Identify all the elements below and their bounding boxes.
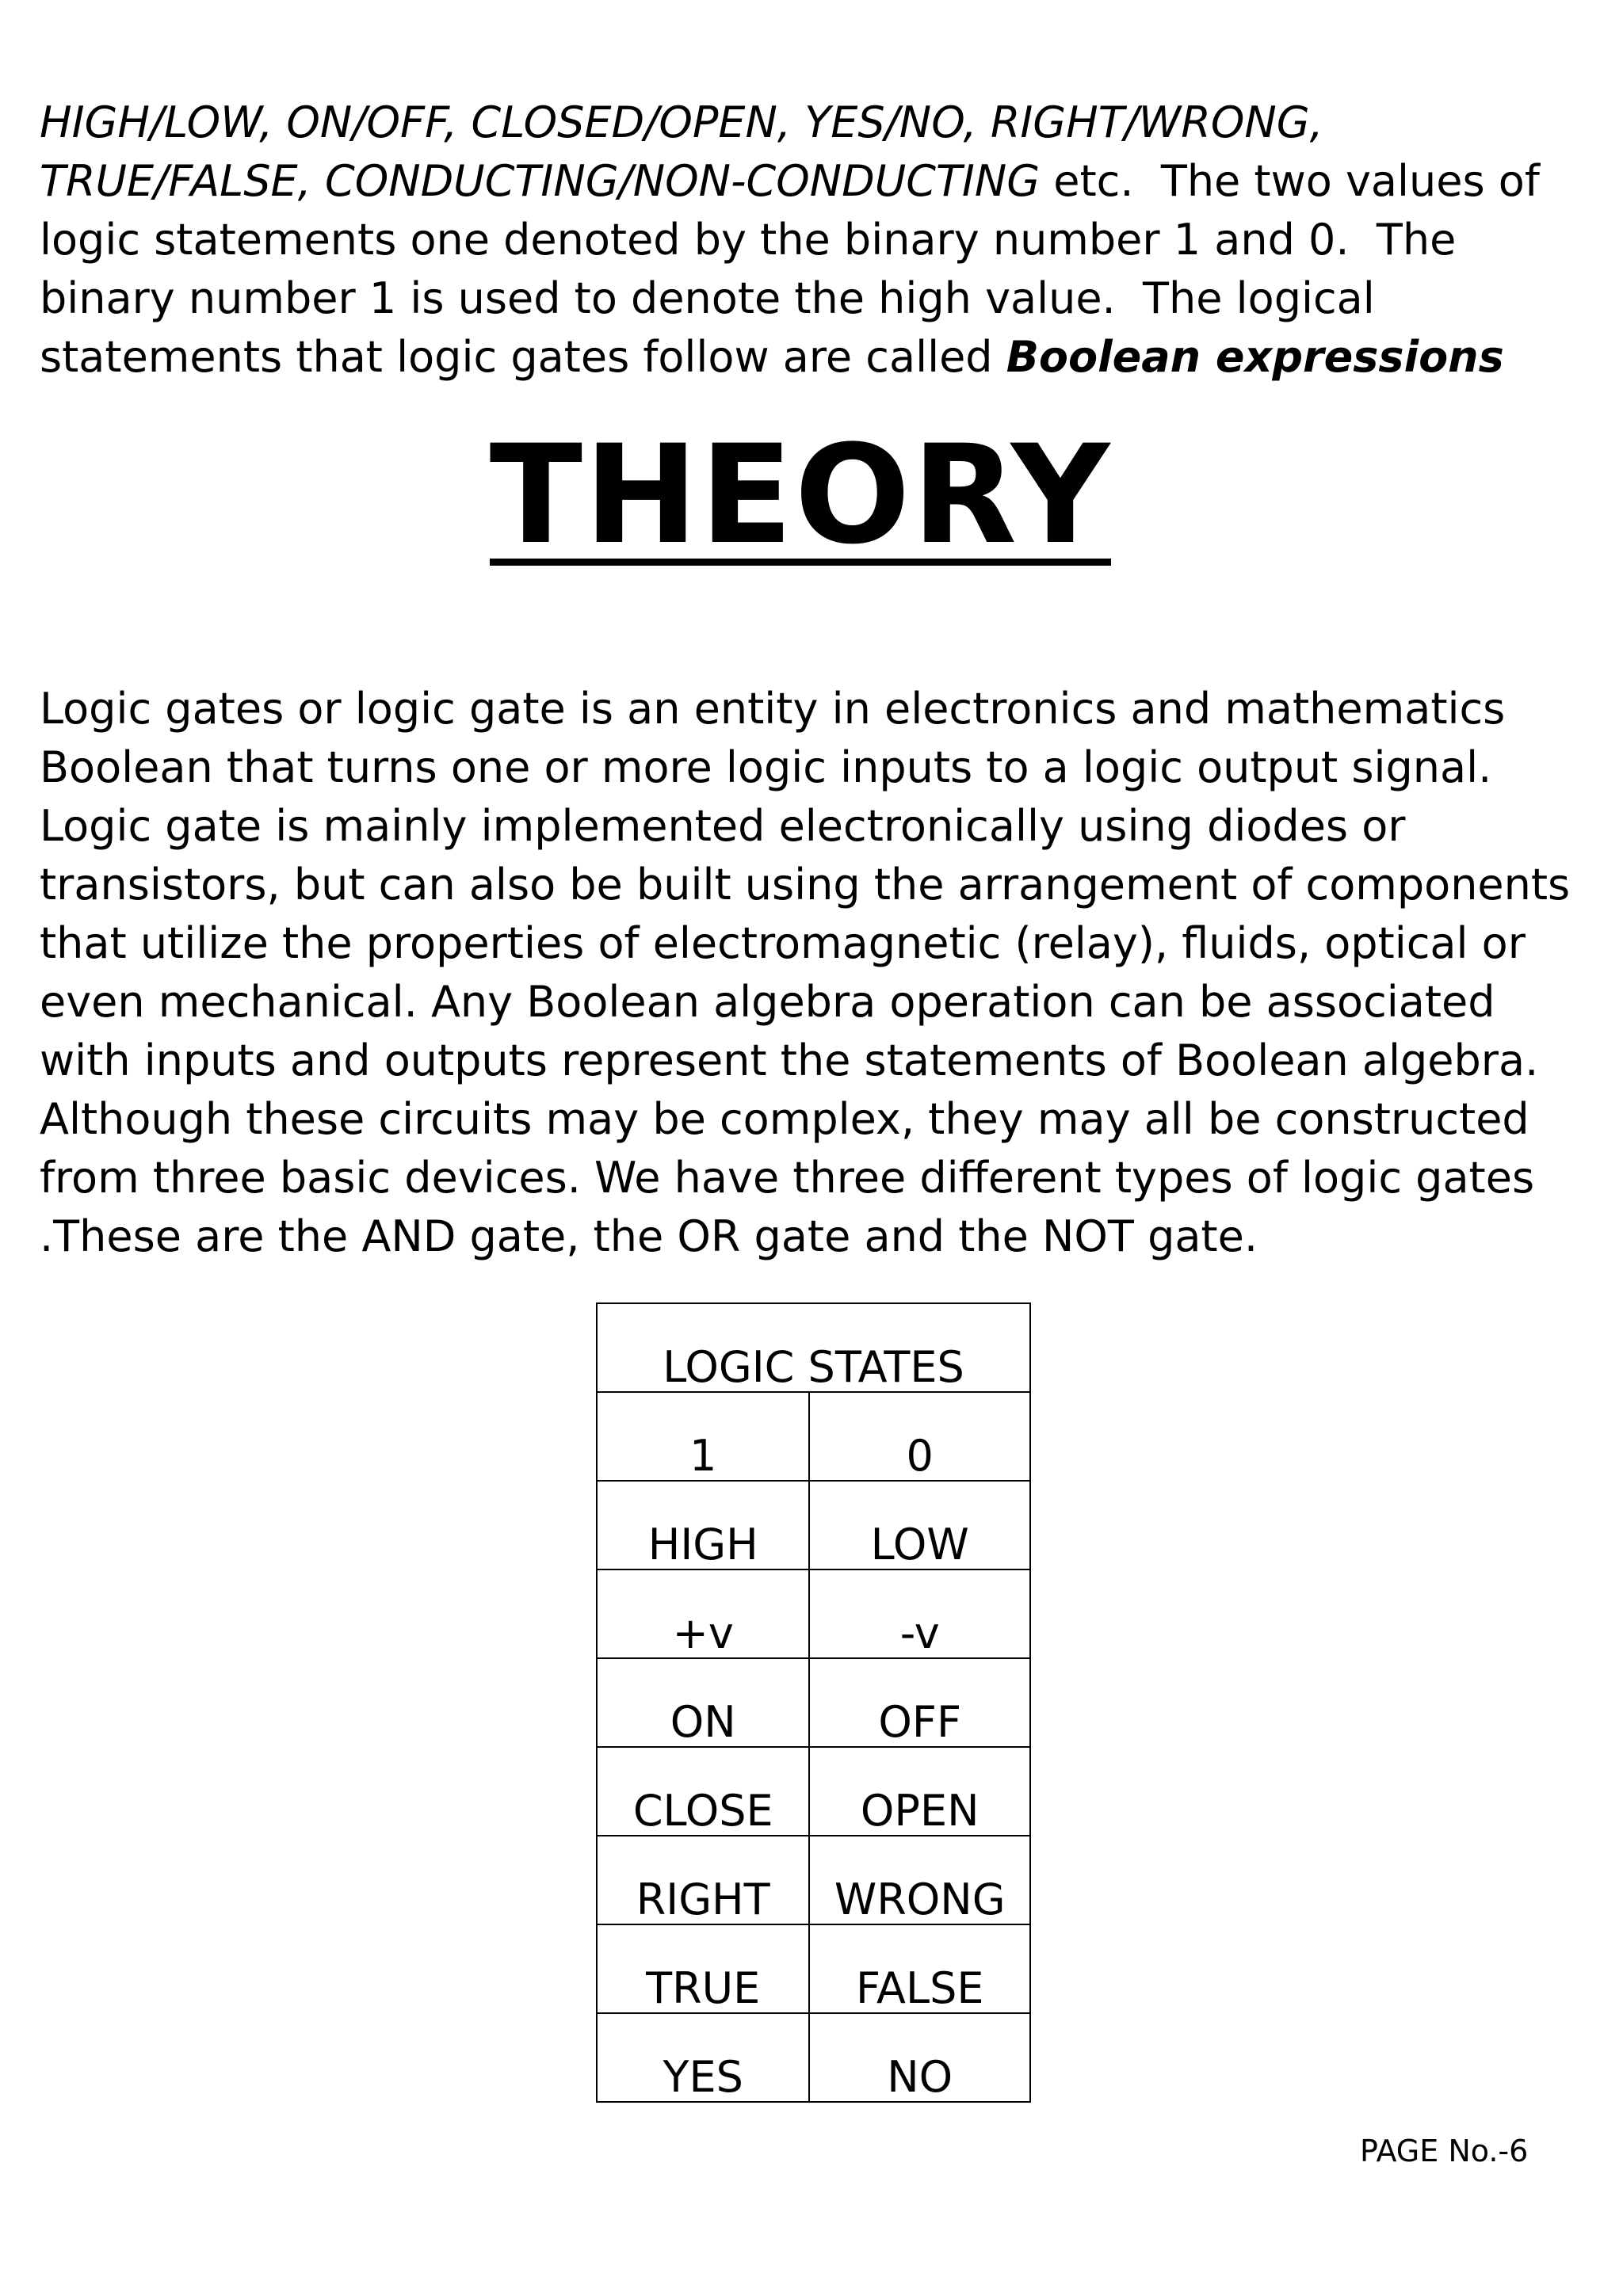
theory-paragraph — [40, 680, 1609, 1266]
table-cell-false-state: LOW — [809, 1481, 1030, 1569]
table-cell-false-state: OFF — [809, 1658, 1030, 1747]
intro-line-5-text: statements that logic gates follow are called — [40, 332, 1006, 382]
table-row — [597, 1747, 1030, 1836]
intro-line — [40, 93, 1609, 152]
theory-line: even mechanical. Any Boolean algebra operation can be associated — [40, 977, 1495, 1027]
table-title: LOGIC STATES — [597, 1303, 1030, 1392]
theory-line: Boolean that turns one or more logic inputs to a logic output signal. — [40, 742, 1492, 792]
table-cell-true-state: +v — [597, 1569, 809, 1658]
theory-line: .These are the AND gate, the OR gate and the NOT gate. — [40, 1211, 1258, 1261]
theory-line: with inputs and outputs represent the statements of Boolean algebra. — [40, 1035, 1539, 1085]
theory-heading-wrap — [0, 415, 1623, 574]
logic-states-table — [596, 1302, 1031, 2103]
theory-line: Logic gates or logic gate is an entity in electronics and mathematics — [40, 684, 1506, 734]
theory-line: that utilize the properties of electromagnetic (relay), fluids, optical or — [40, 918, 1526, 968]
intro-line-1-italic: HIGH/LOW, ON/OFF, CLOSED/OPEN, YES/NO, RIGHT/WRONG, — [40, 97, 1323, 147]
theory-line: Although these circuits may be complex, they may all be constructed — [40, 1094, 1529, 1144]
table-cell-true-state: YES — [597, 2013, 809, 2102]
table-cell-true-state: ON — [597, 1658, 809, 1747]
theory-line: transistors, but can also be built using the arrangement of components — [40, 860, 1571, 910]
table-cell-true-state: TRUE — [597, 1924, 809, 2013]
intro-line-2-italic: TRUE/FALSE, CONDUCTING/NON-CONDUCTING — [40, 156, 1041, 206]
table-cell-false-state: 0 — [809, 1392, 1030, 1481]
table-cell-true-state: 1 — [597, 1392, 809, 1481]
intro-line — [40, 152, 1609, 211]
table-cell-true-state: RIGHT — [597, 1836, 809, 1924]
table-cell-true-state: HIGH — [597, 1481, 809, 1569]
intro-line-2-rest: etc. The two values of — [1040, 156, 1540, 206]
table-cell-true-state: CLOSE — [597, 1747, 809, 1836]
table-cell-false-state: WRONG — [809, 1836, 1030, 1924]
table-cell-false-state: NO — [809, 2013, 1030, 2102]
table-cell-false-state: -v — [809, 1569, 1030, 1658]
theory-heading: THEORY — [489, 415, 1112, 574]
page-number: PAGE No.-6 — [1360, 2134, 1529, 2168]
theory-line: from three basic devices. We have three different types of logic gates — [40, 1153, 1535, 1203]
intro-line-4: binary number 1 is used to denote the high value. The logical — [40, 273, 1375, 323]
table-row — [597, 1924, 1030, 2013]
table-row — [597, 2013, 1030, 2102]
table-row — [597, 1392, 1030, 1481]
table-row — [597, 1836, 1030, 1924]
table-row — [597, 1481, 1030, 1569]
intro-line — [40, 328, 1609, 387]
intro-line-3: logic statements one denoted by the binary number 1 and 0. The — [40, 215, 1457, 265]
table-cell-false-state: FALSE — [809, 1924, 1030, 2013]
table-row — [597, 1658, 1030, 1747]
table-cell-false-state: OPEN — [809, 1747, 1030, 1836]
theory-line: Logic gate is mainly implemented electronically using diodes or — [40, 801, 1406, 851]
boolean-expressions-term: Boolean expressions — [1006, 332, 1504, 382]
intro-paragraph — [40, 93, 1609, 387]
table-row — [597, 1569, 1030, 1658]
table-header-row — [597, 1303, 1030, 1392]
